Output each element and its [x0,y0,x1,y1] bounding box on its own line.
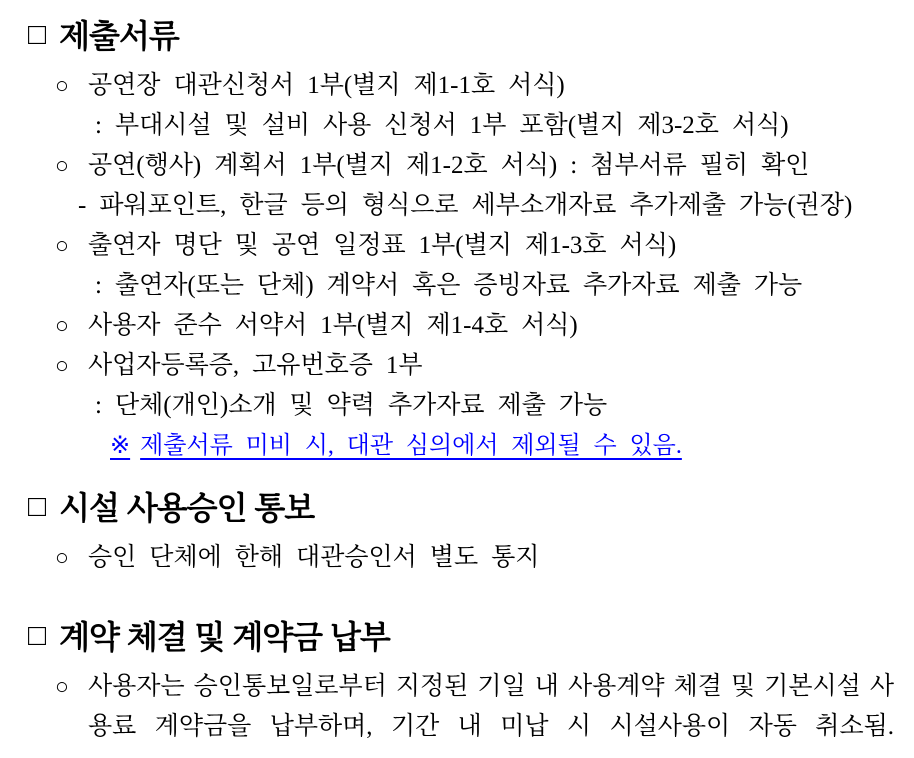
section-title: 시설 사용승인 통보 [59,490,315,526]
section-header-contract-payment [28,615,894,659]
list-item [28,146,894,186]
list-item [28,538,894,578]
square-bullet-icon: □ [28,18,47,51]
list-subitem-text: : 출연자(또는 단체) 계약서 혹은 증빙자료 추가자료 제출 가능 [95,272,803,299]
contract-paragraph-text: 사용자는 승인통보일로부터 지정된 기일 내 사용계약 체결 및 기본시설 사용료 계약금을 납부하며, 기간 내 미납 시 시설사용이 자동 취소됨. [88,673,894,740]
list-item-text: 사업자등록증, 고유번호증 1부 [88,352,423,379]
contract-paragraph [28,667,894,747]
list-item-text: 공연장 대관신청서 1부(별지 제1-1호 서식) [88,72,565,99]
list-item [28,66,894,106]
square-bullet-icon: □ [28,619,47,652]
section-header-approval-notification [28,486,894,530]
list-subitem [28,386,894,426]
list-item-text: 승인 단체에 한해 대관승인서 별도 통지 [88,544,540,571]
section-title: 계약 체결 및 계약금 납부 [59,619,390,655]
list-subitem-text: : 부대시설 및 설비 사용 신청서 1부 포함(별지 제3-2호 서식) [95,112,789,139]
list-item [28,306,894,346]
list-subitem [28,266,894,306]
list-subitem [28,186,894,226]
list-item-text: 출연자 명단 및 공연 일정표 1부(별지 제1-3호 서식) [88,232,677,259]
section-title: 제출서류 [59,18,179,54]
circle-bullet-icon: ○ [55,233,69,258]
circle-bullet-icon: ○ [55,353,69,378]
warning-note-text: 제출서류 미비 시, 대관 심의에서 제외될 수 있음. [140,433,682,459]
list-item [28,346,894,386]
warning-note-inner [110,426,682,466]
circle-bullet-icon: ○ [55,545,69,570]
circle-bullet-icon: ○ [55,313,69,338]
circle-bullet-icon: ○ [55,674,69,699]
list-subitem-text: : 단체(개인)소개 및 약력 추가자료 제출 가능 [95,392,608,419]
list-subitem [28,106,894,146]
submission-documents-list [28,66,894,466]
warning-note [28,426,894,466]
section-header-submission-documents [28,14,894,58]
list-item-text: 사용자 준수 서약서 1부(별지 제1-4호 서식) [88,312,578,339]
list-item-text: 공연(행사) 계획서 1부(별지 제1-2호 서식) : 첨부서류 필히 확인 [88,152,810,179]
list-item [28,226,894,266]
square-bullet-icon: □ [28,490,47,523]
circle-bullet-icon: ○ [55,73,69,98]
circle-bullet-icon: ○ [55,153,69,178]
list-subitem-text: - 파워포인트, 한글 등의 형식으로 세부소개자료 추가제출 가능(권장) [78,192,853,219]
approval-notification-list [28,538,894,578]
reference-mark-icon: ※ [110,433,131,459]
